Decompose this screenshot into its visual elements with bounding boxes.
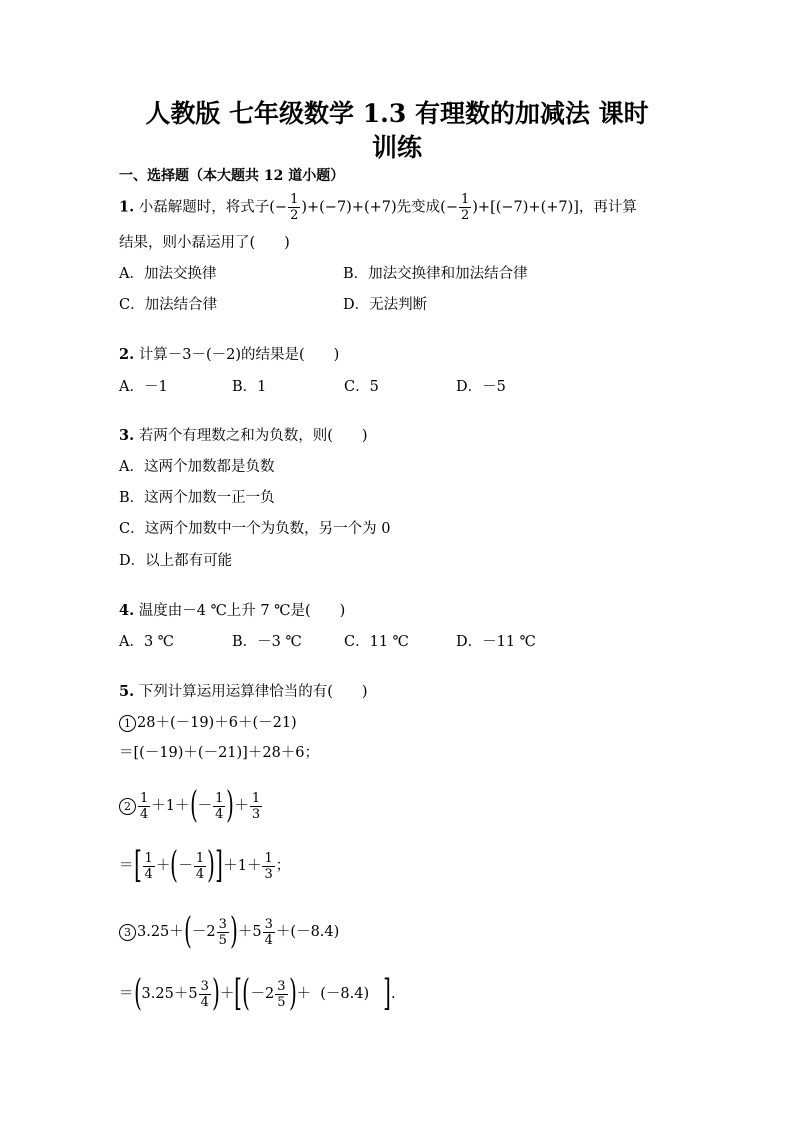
denominator: 2 — [290, 208, 299, 223]
question-number: 1. — [119, 198, 135, 216]
left-paren: ( — [189, 785, 198, 826]
option-b: B．1 — [232, 379, 267, 395]
question-2 — [119, 345, 339, 365]
option-d: D．－5 — [456, 379, 506, 395]
question-5 — [119, 682, 368, 702]
minus-sign: － — [197, 798, 213, 814]
numerator: 1 — [195, 850, 205, 866]
expression-text: ＋1＋ — [151, 798, 190, 814]
option-b: B．这两个加数一正一负 — [119, 490, 275, 506]
plus-sign: ＋ — [219, 986, 235, 1002]
question-3 — [119, 426, 368, 446]
expression-text: (－8.4) — [320, 986, 370, 1002]
question-number: 4. — [119, 602, 135, 619]
right-paren: ) — [230, 911, 238, 952]
expression-text: ＋(－8.4) — [275, 924, 340, 940]
denominator: 4 — [215, 806, 224, 822]
question-1 — [119, 192, 637, 223]
right-paren: ) — [288, 973, 297, 1014]
fraction — [275, 979, 287, 1010]
expression-1-result: ＝[(－19)＋(－21)]＋28＋6； — [119, 745, 320, 761]
option-c: C．5 — [344, 379, 379, 395]
fraction — [213, 791, 225, 822]
expression-3-result — [119, 973, 396, 1014]
denominator: 5 — [277, 994, 286, 1010]
right-paren: ) — [207, 845, 216, 886]
option-c: C．这两个加数中一个为负数，另一个为 0 — [119, 521, 391, 537]
right-bracket: ] — [383, 973, 391, 1014]
left-paren: ( — [170, 845, 179, 886]
option-b: B．加法交换律和加法结合律 — [343, 266, 528, 282]
numerator: 3 — [264, 916, 273, 932]
option-a: A．3 ℃ — [119, 634, 175, 650]
option-c: C．11 ℃ — [344, 634, 409, 650]
option-c: C．加法结合律 — [119, 297, 218, 313]
fraction — [459, 192, 471, 223]
numerator: 1 — [140, 790, 149, 806]
right-paren: ) — [212, 973, 220, 1014]
option-d: D．－11 ℃ — [456, 634, 536, 650]
fraction — [288, 192, 300, 223]
expression-text: 3.25＋5 — [141, 986, 198, 1002]
section-heading: 一、选择题（本大题共 12 道小题） — [119, 168, 345, 184]
fraction — [194, 851, 206, 882]
right-paren: ) — [226, 785, 235, 826]
minus-sign: － — [178, 858, 193, 874]
question-text: 若两个有理数之和为负数，则( ) — [138, 428, 368, 444]
question-1-line2: 结果，则小磊运用了( ) — [119, 235, 290, 251]
option-d: D．以上都有可能 — [119, 553, 233, 569]
question-number: 5. — [119, 683, 135, 700]
circled-number: 3 — [119, 924, 136, 941]
equals-sign: ＝ — [119, 858, 134, 874]
whole-part: 2 — [206, 924, 216, 940]
left-paren: ( — [183, 911, 192, 952]
denominator: 4 — [144, 866, 153, 882]
plus-sign: ＋ — [296, 986, 312, 1002]
expression-text: 28＋(－19)＋6＋(－21) — [137, 715, 297, 731]
fraction — [217, 917, 229, 948]
denominator: 4 — [264, 932, 273, 948]
page-title: 人教版 七年级数学 1.3 有理数的加减法 课时 — [145, 99, 649, 128]
option-d: D．无法判断 — [343, 297, 428, 313]
fraction — [262, 851, 274, 882]
question-text: )+[(−7)+(+7)]，再计算 — [472, 199, 637, 216]
circled-number: 1 — [119, 715, 136, 732]
expression-text: ＋5 — [237, 924, 262, 940]
denominator: 4 — [200, 994, 209, 1010]
numerator: 3 — [218, 916, 227, 932]
right-bracket: ] — [215, 845, 224, 886]
minus-sign: － — [250, 986, 265, 1002]
question-text: 计算－3－(－2)的结果是( ) — [138, 347, 340, 363]
numerator: 1 — [460, 192, 470, 207]
left-bracket: [ — [133, 845, 142, 886]
period: . — [391, 986, 396, 1002]
left-paren: ( — [133, 973, 142, 1014]
expression-text: ＋1＋ — [223, 858, 262, 874]
expression-2 — [119, 785, 263, 826]
equals-sign: ＝ — [119, 986, 134, 1002]
option-b: B．－3 ℃ — [232, 634, 302, 650]
circled-number: 2 — [119, 798, 136, 815]
whole-part: 2 — [264, 986, 275, 1002]
plus-sign: ＋ — [234, 798, 249, 814]
question-4 — [119, 601, 345, 621]
numerator: 1 — [215, 790, 224, 806]
fraction — [199, 979, 211, 1010]
numerator: 1 — [290, 192, 299, 207]
fraction — [263, 917, 275, 948]
question-number: 3. — [119, 427, 135, 444]
question-number: 2. — [119, 346, 135, 363]
option-a: A．这两个加数都是负数 — [119, 459, 275, 475]
numerator: 1 — [251, 790, 261, 806]
fraction — [250, 791, 262, 822]
left-bracket: [ — [234, 973, 243, 1014]
denominator: 2 — [460, 208, 470, 223]
expression-3 — [119, 911, 340, 952]
denominator: 3 — [264, 866, 273, 882]
minus-sign: － — [191, 924, 207, 940]
expression-1 — [119, 713, 297, 733]
numerator: 3 — [200, 978, 209, 994]
option-a: A．加法交换律 — [119, 266, 217, 282]
expression-2-result — [119, 845, 291, 886]
fraction — [143, 851, 155, 882]
left-paren: ( — [242, 973, 251, 1014]
option-a: A．－1 — [119, 379, 168, 395]
semicolon: ； — [275, 858, 291, 874]
question-text: )+(−7)+(+7)先变成(− — [301, 199, 458, 216]
denominator: 5 — [218, 932, 227, 948]
fraction — [138, 791, 150, 822]
numerator: 3 — [277, 978, 286, 994]
question-text: 小磊解题时，将式子(− — [138, 199, 288, 216]
denominator: 3 — [251, 806, 261, 822]
numerator: 1 — [264, 850, 273, 866]
page-title-continued: 训练 — [371, 133, 422, 162]
question-text: 温度由－4 ℃上升 7 ℃是( ) — [138, 603, 346, 619]
plus-sign: ＋ — [155, 858, 171, 874]
denominator: 4 — [140, 806, 149, 822]
expression-text: 3.25＋ — [137, 924, 184, 940]
numerator: 1 — [144, 850, 153, 866]
denominator: 4 — [195, 866, 205, 882]
question-text: 下列计算运用运算律恰当的有( ) — [138, 684, 368, 700]
